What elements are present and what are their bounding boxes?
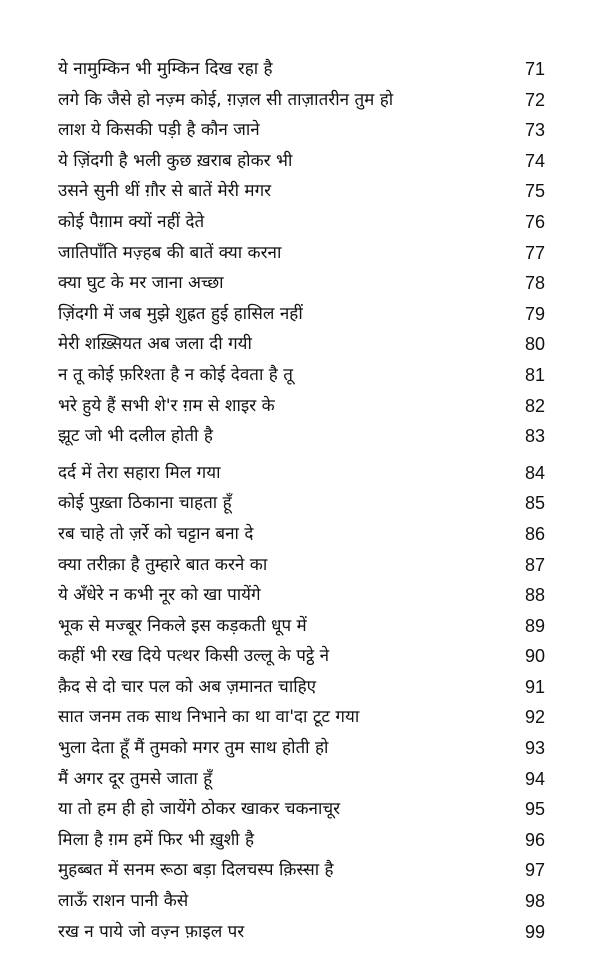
- toc-entry: [0, 85, 600, 116]
- toc-entry-page: 86: [524, 523, 545, 544]
- toc-entry-page: 85: [524, 493, 545, 514]
- toc-entry: [0, 176, 600, 207]
- table-of-contents: [0, 54, 600, 947]
- toc-entry-title: मैं अगर दूर तुमसे जाता हूँ: [58, 768, 213, 789]
- toc-entry: [0, 519, 600, 550]
- toc-entry: [0, 672, 600, 703]
- toc-entry-page: 91: [524, 676, 545, 697]
- toc-entry-title: भुला देता हूँ मैं तुमको मगर तुम साथ होती हो: [58, 738, 329, 759]
- toc-entry-title: भरे हुये हैं सभी शे'र ग़म से शाइर के: [58, 395, 275, 416]
- toc-entry-page: 88: [524, 585, 545, 606]
- toc-entry: [0, 580, 600, 611]
- toc-entry: [0, 733, 600, 764]
- toc-entry-page: 81: [524, 364, 545, 385]
- toc-entry-title: लाश ये किसकी पड़ी है कौन जाने: [58, 120, 260, 141]
- toc-entry-page: 76: [524, 211, 545, 232]
- toc-entry-page: 79: [524, 303, 545, 324]
- toc-entry: [0, 886, 600, 917]
- toc-entry-title: मिला है ग़म हमें फिर भी ख़ुशी है: [58, 829, 254, 850]
- toc-entry: [0, 458, 600, 489]
- toc-entry-title: मुहब्बत में सनम रूठा बड़ा दिलचस्प क़िस्सा है: [58, 860, 334, 881]
- toc-entry-title: न तू कोई फ़रिश्ता है न कोई देवता है तू: [58, 364, 293, 385]
- toc-entry-page: 97: [524, 860, 545, 881]
- toc-entry-title: रख न पाये जो वज़्न फ़ाइल पर: [58, 921, 245, 942]
- toc-entry-page: 83: [524, 426, 545, 447]
- toc-entry-page: 99: [524, 921, 545, 942]
- toc-entry-page: 82: [524, 395, 545, 416]
- toc-entry: [0, 146, 600, 177]
- toc-entry-title: ये अँधेरे न कभी नूर को खा पायेंगे: [58, 585, 261, 606]
- toc-entry: [0, 238, 600, 269]
- toc-entry-page: 75: [524, 181, 545, 202]
- toc-entry-title: मेरी शख़्सियत अब जला दी गयी: [58, 334, 252, 355]
- toc-entry-title: सात जनम तक साथ निभाने का था वा'दा टूट गया: [58, 707, 360, 728]
- toc-entry-page: 89: [524, 615, 545, 636]
- toc-entry: [0, 702, 600, 733]
- toc-entry: [0, 360, 600, 391]
- toc-entry-title: कहीं भी रख दिये पत्थर किसी उल्लू के पट्ठे ने: [58, 646, 330, 667]
- toc-entry: [0, 550, 600, 581]
- toc-entry-page: 78: [524, 273, 545, 294]
- toc-entry-page: 71: [524, 59, 545, 79]
- toc-entry: [0, 115, 600, 146]
- toc-entry: [0, 641, 600, 672]
- toc-entry-title: रब चाहे तो ज़र्रे को चट्टान बना दे: [58, 523, 254, 544]
- toc-entry: [0, 764, 600, 795]
- toc-entry-page: 95: [524, 799, 545, 820]
- toc-entry-page: 92: [524, 707, 545, 728]
- toc-entry-page: 94: [524, 768, 545, 789]
- toc-entry: [0, 299, 600, 330]
- toc-entry-title: या तो हम ही हो जायेंगे ठोकर खाकर चकनाचूर: [58, 799, 341, 820]
- toc-entry-title: उसने सुनी थीं ग़ौर से बातें मेरी मगर: [58, 181, 272, 202]
- toc-entry-page: 72: [524, 89, 545, 110]
- toc-entry: [0, 421, 600, 452]
- toc-entry-title: दर्द में तेरा सहारा मिल गया: [58, 462, 221, 483]
- toc-entry-title: भूक से मज्बूर निकले इस कड़कती धूप में: [58, 615, 307, 636]
- toc-entry: [0, 611, 600, 642]
- toc-entry-page: 84: [524, 462, 545, 483]
- toc-entry-page: 80: [524, 334, 545, 355]
- toc-entry: [0, 391, 600, 422]
- toc-entry: [0, 207, 600, 238]
- toc-entry-title: कोई पुख़्ता ठिकाना चाहता हूँ: [58, 493, 232, 514]
- toc-entry-title: क़ैद से दो चार पल को अब ज़मानत चाहिए: [58, 676, 317, 697]
- toc-entry: [0, 855, 600, 886]
- toc-entry: [0, 825, 600, 856]
- toc-entry-title: कोई पैग़ाम क्यों नहीं देते: [58, 211, 205, 232]
- toc-entry: [0, 268, 600, 299]
- toc-entry-title: क्या घुट के मर जाना अच्छा: [58, 273, 224, 294]
- toc-entry-title: लगे कि जैसे हो नज़्म कोई, ग़ज़ल सी ताज़ातरीन तुम हो: [58, 89, 394, 110]
- toc-entry: [0, 794, 600, 825]
- toc-entry-title: ये नामुम्किन भी मुम्किन दिख रहा है: [58, 59, 273, 79]
- toc-entry: [0, 54, 600, 85]
- toc-entry-page: 87: [524, 554, 545, 575]
- toc-entry: [0, 917, 600, 948]
- toc-entry-page: 77: [524, 242, 545, 263]
- toc-entry-title: जातिपाँति मज़्हब की बातें क्या करना: [58, 242, 282, 263]
- toc-entry-page: 90: [524, 646, 545, 667]
- toc-entry: [0, 329, 600, 360]
- toc-entry-title: ये ज़िंदगी है भली कुछ ख़राब होकर भी: [58, 150, 293, 171]
- toc-entry-page: 93: [524, 738, 545, 759]
- toc-entry: [0, 488, 600, 519]
- toc-entry-page: 96: [524, 829, 545, 850]
- toc-entry-title: झूट जो भी दलील होती है: [58, 426, 213, 447]
- toc-entry-page: 98: [524, 891, 545, 912]
- toc-entry-title: लाऊँ राशन पानी कैसे: [58, 891, 189, 912]
- toc-entry-title: ज़िंदगी में जब मुझे शुह्रत हुई हासिल नहीं: [58, 303, 303, 324]
- toc-entry-title: क्या तरीक़ा है तुम्हारे बात करने का: [58, 554, 268, 575]
- toc-entry-page: 73: [524, 120, 545, 141]
- toc-entry-page: 74: [524, 150, 545, 171]
